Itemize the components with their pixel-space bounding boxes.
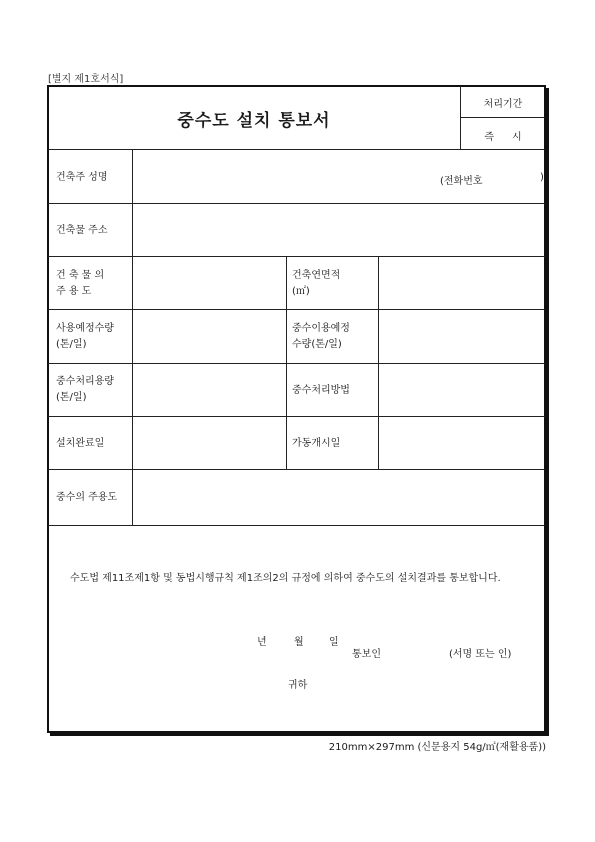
operation-start-date-label: 가동개시일 — [292, 438, 341, 449]
date-month-label: 월 — [294, 637, 304, 648]
area-unit-text: (㎡) — [292, 286, 310, 297]
signature-label: (서명 또는 인) — [449, 649, 512, 660]
right-label-divider — [378, 256, 379, 469]
label-column-divider — [132, 149, 133, 525]
middle-column-divider — [286, 256, 287, 469]
notifier-label: 통보인 — [352, 649, 381, 660]
planned-usage-label — [56, 321, 114, 353]
phone-label: (전화번호 — [440, 176, 483, 187]
processing-period-label: 처리기간 — [483, 99, 523, 110]
row-line — [48, 525, 545, 526]
form-shadow-bottom — [50, 733, 549, 736]
treatment-capacity-line2: (톤/일) — [56, 392, 87, 403]
processing-period-value: 즉시 — [484, 132, 540, 143]
reuse-amount-line1: 중수이용예정 — [292, 323, 350, 334]
building-main-use-line2: 주 용 도 — [56, 286, 92, 297]
install-complete-date-label: 설치완료일 — [56, 438, 105, 449]
row-line — [48, 309, 545, 310]
total-floor-area-label — [292, 268, 340, 300]
row-line — [48, 149, 545, 150]
phone-close-paren: ) — [540, 172, 544, 183]
building-main-use-label — [56, 268, 104, 300]
date-year-label: 년 — [257, 637, 267, 648]
planned-usage-line2: (톤/일) — [56, 339, 87, 350]
row-line — [48, 469, 545, 470]
building-address-label: 건축물 주소 — [56, 225, 108, 236]
reuse-main-use-label: 중수의 주용도 — [56, 492, 118, 503]
treatment-capacity-label — [56, 374, 114, 406]
date-day-label: 일 — [329, 637, 339, 648]
form-number: [별지 제1호서식] — [48, 74, 124, 85]
row-line — [48, 416, 545, 417]
total-floor-area-text: 건축연면적 — [292, 270, 341, 281]
notice-text: 수도법 제11조제1항 및 동법시행규칙 제1조의2의 규정에 의하여 중수도의 설치결과를 통보합니다. — [70, 573, 501, 584]
form-shadow-right — [546, 88, 549, 736]
row-line — [48, 256, 545, 257]
processing-divider — [460, 117, 545, 118]
row-line — [48, 203, 545, 204]
building-main-use-line1: 건 축 물 의 — [56, 270, 105, 281]
reuse-amount-line2: 수량(톤/일) — [292, 339, 342, 350]
paper-spec-footer: 210mm×297mm (신문용지 54g/㎡(재활용품)) — [328, 742, 546, 753]
owner-name-label: 건축주 성명 — [56, 172, 108, 183]
planned-usage-line1: 사용예정수량 — [56, 323, 114, 334]
reuse-amount-label — [292, 321, 350, 353]
treatment-capacity-line1: 중수처리용량 — [56, 376, 114, 387]
recipient-label: 귀하 — [288, 680, 308, 691]
form-title: 중수도 설치 통보서 — [177, 111, 331, 131]
treatment-method-label: 중수처리방법 — [292, 385, 350, 396]
row-line — [48, 363, 545, 364]
